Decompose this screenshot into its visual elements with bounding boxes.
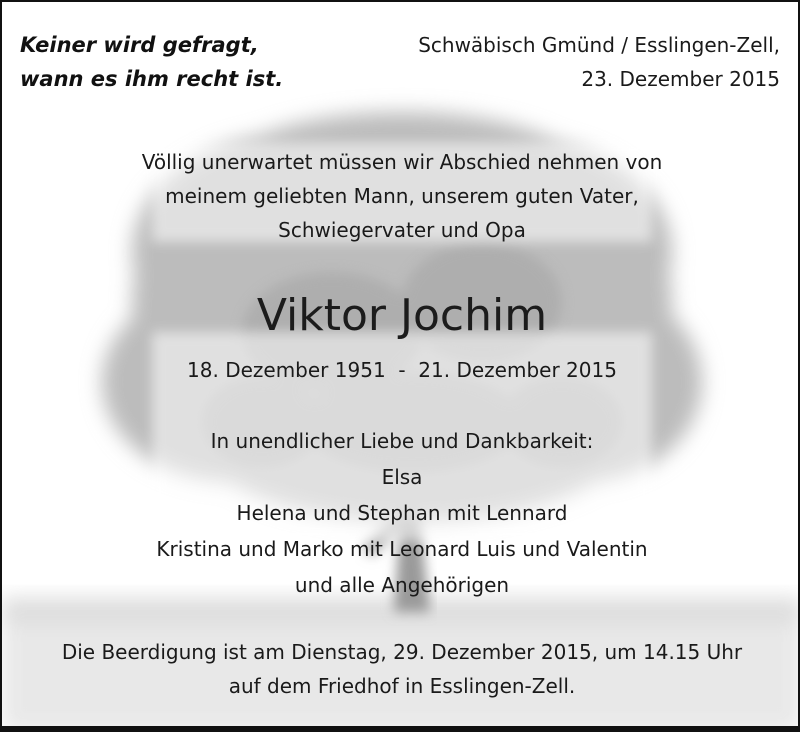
date-line: 23. Dezember 2015	[581, 67, 780, 91]
deceased-name: Viktor Jochim	[256, 290, 548, 341]
quote-line-2: wann es ihm recht ist.	[20, 67, 284, 91]
intro-text	[2, 145, 800, 247]
intro-line-1: Völlig unerwartet müssen wir Abschied nehmen von	[141, 150, 663, 174]
life-dates	[2, 353, 800, 387]
quote-text	[20, 28, 350, 96]
intro-line-3: Schwiegervater und Opa	[278, 218, 526, 242]
place-line: Schwäbisch Gmünd / Esslingen-Zell,	[418, 33, 780, 57]
mourners-heading: In unendlicher Liebe und Dankbarkeit:	[210, 429, 594, 453]
life-dates-text: 18. Dezember 1951 - 21. Dezember 2015	[187, 358, 617, 382]
mourner-item: Kristina und Marko mit Leonard Luis und Valentin	[156, 537, 648, 561]
place-and-date	[340, 28, 780, 96]
mourner-item: Elsa	[381, 465, 423, 489]
mourners-list	[2, 423, 800, 603]
quote-line-1: Keiner wird gefragt,	[20, 33, 259, 57]
mourner-item: und alle Angehörigen	[294, 573, 510, 597]
intro-line-2: meinem geliebten Mann, unserem guten Vater,	[165, 184, 639, 208]
funeral-line-1: Die Beerdigung ist am Dienstag, 29. Dezember 2015, um 14.15 Uhr	[61, 640, 743, 664]
funeral-info	[2, 635, 800, 703]
funeral-line-2: auf dem Friedhof in Esslingen-Zell.	[228, 674, 576, 698]
mourner-item: Helena und Stephan mit Lennard	[236, 501, 568, 525]
